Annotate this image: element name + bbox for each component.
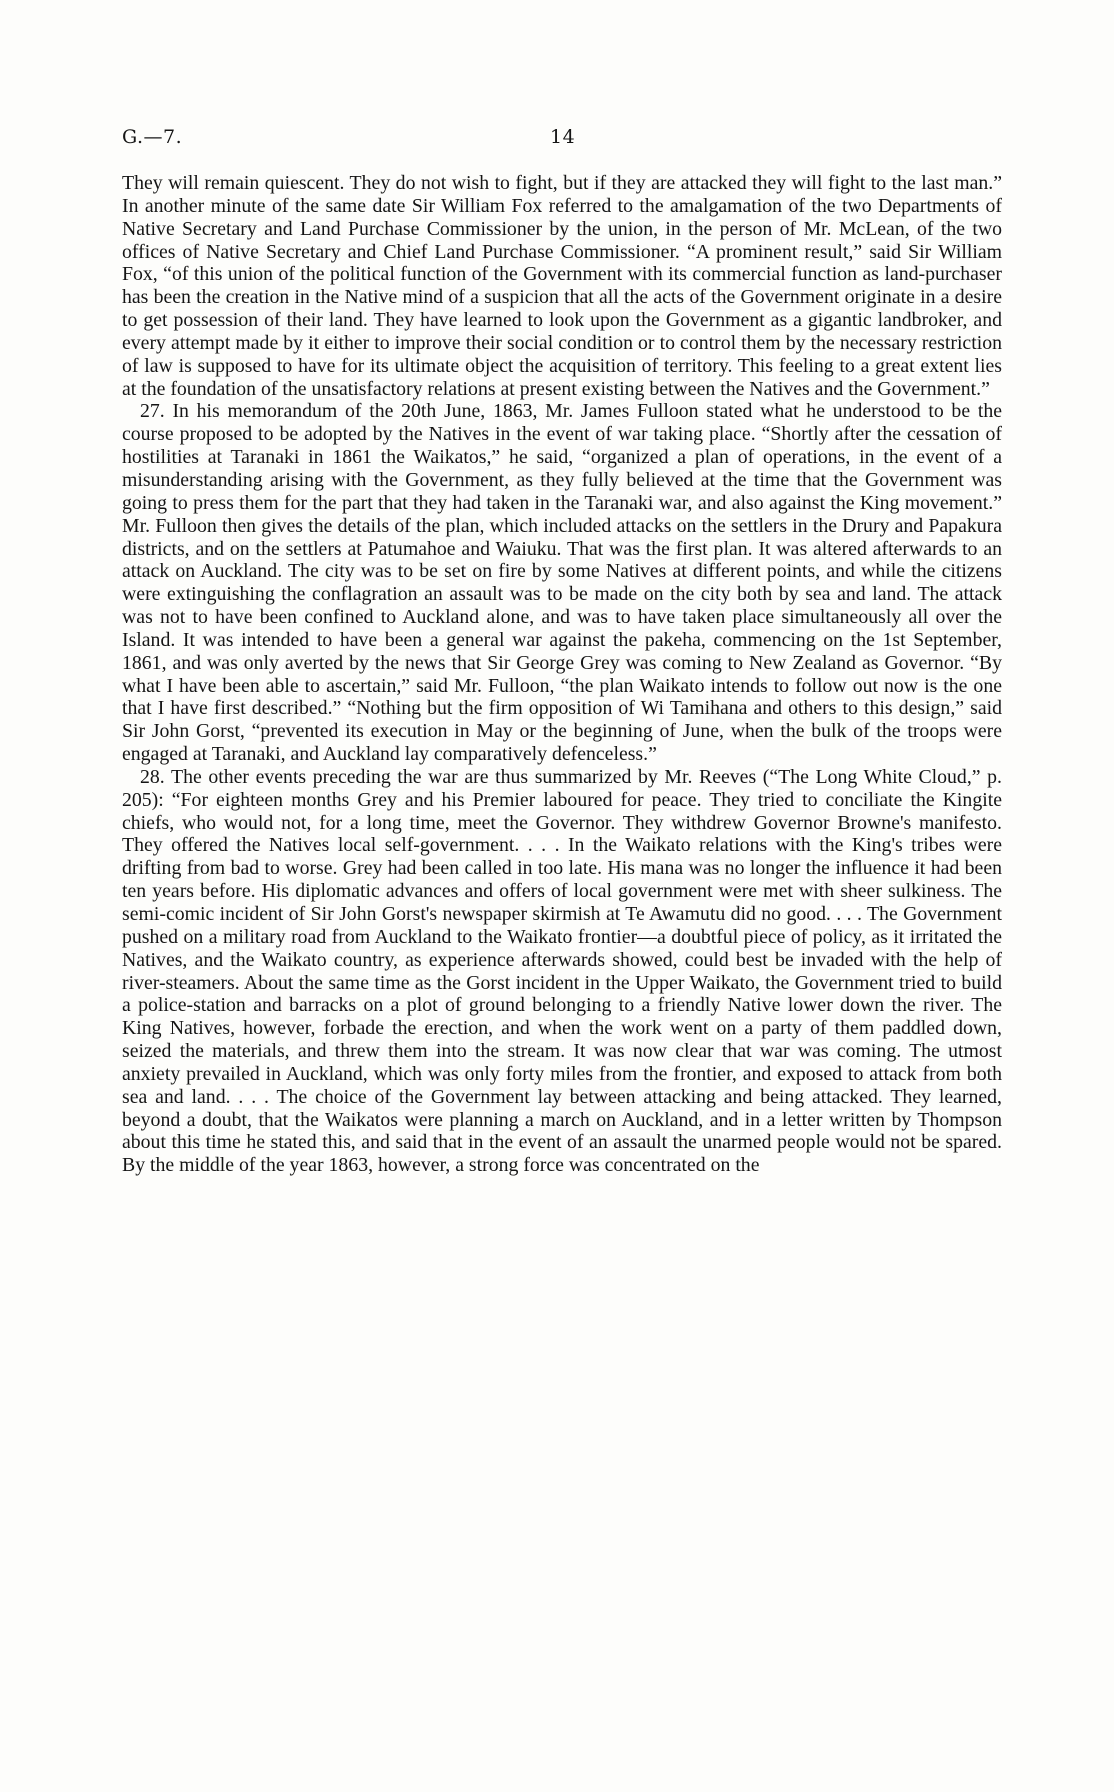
paragraph-continued: They will remain quiescent. They do not wish to fight, but if they are attacked they will fight to the last man.” In another minute of the same date Sir William Fox referred to the amalgamation of the two Departments of Native Secretary and Land Purchase Commissioner by the union, in the person of Mr. McLean, of the two offices of Native Secretary and Chief Land Purchase Commissioner. “A prominent result,” said Sir William Fox, “of this union of the political function of the Government with its commercial function as land-purchaser has been the creation in the Native mind of a suspicion that all the acts of the Government originate in a desire to get possession of their land. They have learned to look upon the Government as a gigantic landbroker, and every attempt made by it either to improve their social condition or to control them by the necessary restriction of law is supposed to have for its ultimate object the acquisition of territory. This feeling to a great extent lies at the foundation of the unsatisfactory relations at present existing between the Natives and the Government.” xyxy=(122,172,1002,400)
paragraph-28: 28. The other events preceding the war are thus summarized by Mr. Reeves (“The Long White Cloud,” p. 205): “For eighteen months Grey and his Premier laboured for peace. They tried to conciliate the Kingite chiefs, who would not, for a long time, meet the Governor. They withdrew Governor Browne's manifesto. They offered the Natives local self-government. . . . In the Waikato relations with the King's tribes were drifting from bad to worse. Grey had been called in too late. His mana was no longer the influence it had been ten years before. His diplomatic advances and offers of local government were met with sheer sulkiness. The semi-comic incident of Sir John Gorst's newspaper skirmish at Te Awamutu did no good. . . . The Government pushed on a military road from Auckland to the Waikato frontier—a doubtful piece of policy, as it irritated the Natives, and the Waikato country, as experience afterwards showed, could best be invaded with the help of river-steamers. About the same time as the Gorst incident in the Upper Waikato, the Government tried to build a police-station and barracks on a plot of ground belonging to a friendly Native lower down the river. The King Natives, however, forbade the erection, and when the work went on a party of them paddled down, seized the materials, and threw them into the stream. It was now clear that war was coming. The utmost anxiety prevailed in Auckland, which was only forty miles from the frontier, and exposed to attack from both sea and land. . . . The choice of the Government lay between attacking and being attacked. They learned, beyond a doubt, that the Waikatos were planning a march on Auckland, and in a letter written by Thompson about this time he stated this, and said that in the event of an assault the unarmed people would not be spared. By the middle of the year 1863, however, a strong force was concentrated on the xyxy=(122,765,1002,1177)
document-reference: G.—7. xyxy=(122,126,183,148)
paragraph-27: 27. In his memorandum of the 20th June, 1863, Mr. James Fulloon stated what he understood to be the course proposed to be adopted by the Natives in the event of war taking place. “Shortly after the cessation of hostilities at Taranaki in 1861 the Waikatos,” he said, “organized a plan of operations, in the event of a misunderstanding arising with the Government, as they fully believed at the time that the Government was going to press them for the part that they had taken in the Taranaki war, and also against the King movement.” Mr. Fulloon then gives the details of the plan, which included attacks on the settlers in the Drury and Papakura districts, and on the settlers at Patumahoe and Waiuku. That was the first plan. It was altered afterwards to an attack on Auckland. The city was to be set on fire by some Natives at different points, and while the citizens were extinguishing the conflagration an assault was to be made on the city both by sea and land. The attack was not to have been confined to Auckland alone, and was to have taken place simultaneously all over the Island. It was intended to have been a general war against the pakeha, commencing on the 1st September, 1861, and was only averted by the news that Sir George Grey was coming to New Zealand as Governor. “By what I have been able to ascertain,” said Mr. Fulloon, “the plan Waikato intends to follow out now is the one that I have first described.” “Nothing but the firm opposition of Wi Tamihana and others to this design,” said Sir John Gorst, “prevented its execution in May or the beginning of June, when the bulk of the troops were engaged at Taranaki, and Auckland lay comparatively defenceless.” xyxy=(122,400,1002,766)
page-header xyxy=(122,126,1002,156)
page-number: 14 xyxy=(550,126,576,148)
body-text xyxy=(122,172,1002,1177)
